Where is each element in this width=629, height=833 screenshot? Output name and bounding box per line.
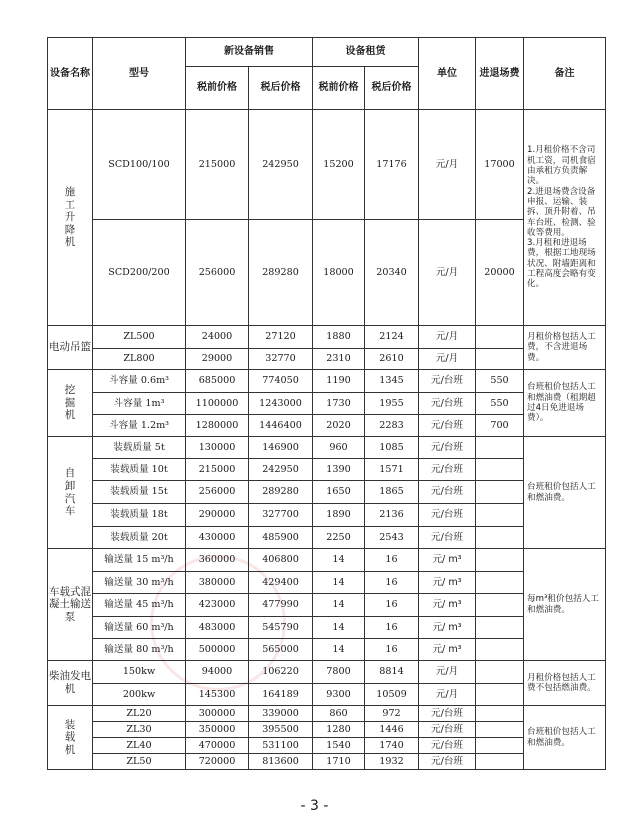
sale-post-tax-cell: 395500	[249, 722, 313, 738]
table-row	[48, 594, 606, 617]
sale-post-tax-cell: 565000	[249, 639, 313, 661]
model-cell: 输送量 60 m³/h	[93, 617, 186, 639]
table-body	[48, 110, 606, 770]
sale-post-tax-cell: 32770	[249, 349, 313, 370]
entry-fee-cell	[476, 504, 524, 527]
table-row	[48, 459, 606, 481]
sale-pre-tax-cell: 685000	[186, 370, 249, 393]
unit-cell: 元/台班	[419, 437, 476, 459]
model-cell: ZL40	[93, 738, 186, 754]
model-cell: SCD100/100	[93, 110, 186, 220]
sale-post-tax-cell: 339000	[249, 706, 313, 722]
rent-post-tax-cell: 1085	[365, 437, 419, 459]
model-cell: ZL30	[93, 722, 186, 738]
table-row	[48, 684, 606, 706]
sale-post-tax-cell: 1243000	[249, 393, 313, 415]
table-row	[48, 549, 606, 572]
entry-fee-cell	[476, 738, 524, 754]
remark-line: 每m³租价包括人工和燃油费。	[527, 594, 599, 615]
sale-post-tax-cell: 289280	[249, 220, 313, 326]
remark-line: 台班租价包括人工和燃油费。	[527, 482, 596, 503]
unit-cell: 元/月	[419, 110, 476, 220]
sale-post-tax-cell: 1446400	[249, 415, 313, 437]
sale-pre-tax-cell: 300000	[186, 706, 249, 722]
rent-pre-tax-cell: 7800	[313, 661, 365, 684]
category-cell: 自 卸 汽 车	[48, 437, 93, 549]
remark-cell	[524, 706, 606, 770]
rent-pre-tax-cell: 860	[313, 706, 365, 722]
header-sale-pre-tax: 税前价格	[186, 67, 249, 110]
unit-cell: 元/台班	[419, 504, 476, 527]
entry-fee-cell	[476, 617, 524, 639]
sale-pre-tax-cell: 720000	[186, 754, 249, 770]
unit-cell: 元/ m³	[419, 617, 476, 639]
remark-line: 3.月租和进退场费，根据工地现场状况、附墙距离和工程高度会略有变化。	[527, 238, 596, 290]
sale-post-tax-cell: 531100	[249, 738, 313, 754]
model-cell: ZL20	[93, 706, 186, 722]
category-cell: 电动吊篮	[48, 326, 93, 370]
entry-fee-cell	[476, 754, 524, 770]
entry-fee-cell: 700	[476, 415, 524, 437]
rent-pre-tax-cell: 1890	[313, 504, 365, 527]
rent-post-tax-cell: 10509	[365, 684, 419, 706]
rent-pre-tax-cell: 1710	[313, 754, 365, 770]
sale-pre-tax-cell: 256000	[186, 481, 249, 504]
unit-cell: 元/月	[419, 684, 476, 706]
sale-post-tax-cell: 164189	[249, 684, 313, 706]
model-cell: 输送量 80 m³/h	[93, 639, 186, 661]
sale-pre-tax-cell: 470000	[186, 738, 249, 754]
header-unit: 单位	[419, 38, 476, 110]
sale-pre-tax-cell: 500000	[186, 639, 249, 661]
rent-pre-tax-cell: 15200	[313, 110, 365, 220]
entry-fee-cell	[476, 661, 524, 684]
entry-fee-cell	[476, 437, 524, 459]
category-cell: 装 载 机	[48, 706, 93, 770]
rent-post-tax-cell: 8814	[365, 661, 419, 684]
table-row	[48, 415, 606, 437]
unit-cell: 元/台班	[419, 722, 476, 738]
category-cell: 挖 掘 机	[48, 370, 93, 437]
remark-cell	[524, 661, 606, 706]
sale-pre-tax-cell: 290000	[186, 504, 249, 527]
rent-post-tax-cell: 16	[365, 549, 419, 572]
page-number: - 3 -	[300, 798, 329, 814]
header-rent-pre-tax: 税前价格	[313, 67, 365, 110]
sale-post-tax-cell: 146900	[249, 437, 313, 459]
table-row	[48, 393, 606, 415]
rent-pre-tax-cell: 1190	[313, 370, 365, 393]
table-row	[48, 220, 606, 326]
entry-fee-cell	[476, 572, 524, 594]
header-rental-group: 设备租赁	[313, 38, 419, 67]
table-row	[48, 738, 606, 754]
sale-pre-tax-cell: 215000	[186, 110, 249, 220]
sale-post-tax-cell: 485900	[249, 527, 313, 549]
sale-pre-tax-cell: 29000	[186, 349, 249, 370]
sale-post-tax-cell: 813600	[249, 754, 313, 770]
table-row	[48, 481, 606, 504]
rent-post-tax-cell: 16	[365, 594, 419, 617]
rent-post-tax-cell: 2610	[365, 349, 419, 370]
sale-pre-tax-cell: 24000	[186, 326, 249, 349]
rent-pre-tax-cell: 1280	[313, 722, 365, 738]
rent-pre-tax-cell: 14	[313, 594, 365, 617]
sale-pre-tax-cell: 215000	[186, 459, 249, 481]
table-row	[48, 617, 606, 639]
remark-cell	[524, 437, 606, 549]
rent-post-tax-cell: 1865	[365, 481, 419, 504]
sale-pre-tax-cell: 430000	[186, 527, 249, 549]
table-row	[48, 706, 606, 722]
rent-pre-tax-cell: 9300	[313, 684, 365, 706]
sale-pre-tax-cell: 360000	[186, 549, 249, 572]
rent-post-tax-cell: 2543	[365, 527, 419, 549]
rent-post-tax-cell: 2283	[365, 415, 419, 437]
entry-fee-cell	[476, 594, 524, 617]
rent-pre-tax-cell: 14	[313, 639, 365, 661]
table-row	[48, 349, 606, 370]
sale-post-tax-cell: 242950	[249, 110, 313, 220]
remark-cell	[524, 370, 606, 437]
model-cell: 装载质量 15t	[93, 481, 186, 504]
unit-cell: 元/台班	[419, 415, 476, 437]
model-cell: 装载质量 18t	[93, 504, 186, 527]
entry-fee-cell	[476, 481, 524, 504]
table-row	[48, 639, 606, 661]
remark-line: 1.月租价格不含司机工资，司机食宿由承租方负责解决。	[527, 145, 596, 187]
unit-cell: 元/台班	[419, 706, 476, 722]
unit-cell: 元/月	[419, 661, 476, 684]
sale-pre-tax-cell: 256000	[186, 220, 249, 326]
entry-fee-cell	[476, 706, 524, 722]
table-row	[48, 504, 606, 527]
entry-fee-cell	[476, 326, 524, 349]
unit-cell: 元/台班	[419, 393, 476, 415]
model-cell: 装载质量 5t	[93, 437, 186, 459]
model-cell: ZL500	[93, 326, 186, 349]
unit-cell: 元/台班	[419, 754, 476, 770]
header-model: 型号	[93, 38, 186, 110]
model-cell: 150kw	[93, 661, 186, 684]
sale-post-tax-cell: 774050	[249, 370, 313, 393]
entry-fee-cell: 20000	[476, 220, 524, 326]
entry-fee-cell	[476, 459, 524, 481]
rent-pre-tax-cell: 14	[313, 617, 365, 639]
sale-post-tax-cell: 545790	[249, 617, 313, 639]
remark-cell	[524, 549, 606, 661]
rent-post-tax-cell: 16	[365, 572, 419, 594]
remark-line: 月租价格包括人工费不包括燃油费。	[527, 672, 596, 693]
entry-fee-cell	[476, 722, 524, 738]
rent-post-tax-cell: 972	[365, 706, 419, 722]
model-cell: SCD200/200	[93, 220, 186, 326]
header-sale-post-tax: 税后价格	[249, 67, 313, 110]
entry-fee-cell	[476, 639, 524, 661]
rent-post-tax-cell: 1345	[365, 370, 419, 393]
entry-fee-cell	[476, 549, 524, 572]
unit-cell: 元/台班	[419, 459, 476, 481]
remark-cell	[524, 110, 606, 326]
unit-cell: 元/ m³	[419, 639, 476, 661]
model-cell: 输送量 30 m³/h	[93, 572, 186, 594]
entry-fee-cell: 550	[476, 393, 524, 415]
rent-pre-tax-cell: 2310	[313, 349, 365, 370]
rent-pre-tax-cell: 1540	[313, 738, 365, 754]
category-cell: 柴油发电机	[48, 661, 93, 706]
unit-cell: 元/ m³	[419, 572, 476, 594]
table-row	[48, 722, 606, 738]
sale-pre-tax-cell: 423000	[186, 594, 249, 617]
category-cell: 车载式混凝土输送泵	[48, 549, 93, 661]
table-row	[48, 754, 606, 770]
rent-pre-tax-cell: 14	[313, 572, 365, 594]
header-category: 设备名称	[48, 38, 93, 110]
rent-post-tax-cell: 16	[365, 639, 419, 661]
rent-pre-tax-cell: 2250	[313, 527, 365, 549]
unit-cell: 元/台班	[419, 370, 476, 393]
rent-post-tax-cell: 2136	[365, 504, 419, 527]
rent-post-tax-cell: 1571	[365, 459, 419, 481]
unit-cell: 元/月	[419, 220, 476, 326]
rent-pre-tax-cell: 1730	[313, 393, 365, 415]
header-sales-group: 新设备销售	[186, 38, 313, 67]
rent-pre-tax-cell: 18000	[313, 220, 365, 326]
table-row	[48, 437, 606, 459]
unit-cell: 元/台班	[419, 738, 476, 754]
model-cell: 斗容量 1.2m³	[93, 415, 186, 437]
entry-fee-cell: 550	[476, 370, 524, 393]
model-cell: ZL50	[93, 754, 186, 770]
model-cell: 输送量 15 m³/h	[93, 549, 186, 572]
sale-post-tax-cell: 477990	[249, 594, 313, 617]
sale-pre-tax-cell: 130000	[186, 437, 249, 459]
rent-pre-tax-cell: 1650	[313, 481, 365, 504]
sale-post-tax-cell: 327700	[249, 504, 313, 527]
rent-post-tax-cell: 16	[365, 617, 419, 639]
rent-post-tax-cell: 17176	[365, 110, 419, 220]
sale-post-tax-cell: 429400	[249, 572, 313, 594]
remark-line: 台班租价包括人工和燃油费（租期超过4日免进退场费）。	[527, 382, 596, 424]
model-cell: 200kw	[93, 684, 186, 706]
remark-line: 台班租价包括人工和燃油费。	[527, 727, 596, 748]
remark-line: 月租价格包括人工费，不含进退场费。	[527, 332, 596, 363]
sale-post-tax-cell: 289280	[249, 481, 313, 504]
unit-cell: 元/台班	[419, 481, 476, 504]
sale-pre-tax-cell: 94000	[186, 661, 249, 684]
header-remark: 备注	[524, 38, 606, 110]
model-cell: 输送量 45 m³/h	[93, 594, 186, 617]
sale-post-tax-cell: 406800	[249, 549, 313, 572]
table-row	[48, 370, 606, 393]
unit-cell: 元/台班	[419, 527, 476, 549]
remark-line: 2.进退场费含设备申报、运输、装拆、顶升附着、吊车台班、检测、验收等费用。	[527, 186, 596, 238]
model-cell: 装载质量 20t	[93, 527, 186, 549]
sale-pre-tax-cell: 350000	[186, 722, 249, 738]
model-cell: 装载质量 10t	[93, 459, 186, 481]
sale-post-tax-cell: 242950	[249, 459, 313, 481]
unit-cell: 元/ m³	[419, 594, 476, 617]
sale-pre-tax-cell: 483000	[186, 617, 249, 639]
sale-pre-tax-cell: 380000	[186, 572, 249, 594]
entry-fee-cell	[476, 684, 524, 706]
rent-post-tax-cell: 2124	[365, 326, 419, 349]
model-cell: ZL800	[93, 349, 186, 370]
entry-fee-cell	[476, 349, 524, 370]
sale-post-tax-cell: 27120	[249, 326, 313, 349]
sale-pre-tax-cell: 145300	[186, 684, 249, 706]
header-entry-fee: 进退场费	[476, 38, 524, 110]
entry-fee-cell	[476, 527, 524, 549]
unit-cell: 元/ m³	[419, 549, 476, 572]
rent-post-tax-cell: 1955	[365, 393, 419, 415]
rent-post-tax-cell: 1740	[365, 738, 419, 754]
rent-pre-tax-cell: 2020	[313, 415, 365, 437]
rent-pre-tax-cell: 1880	[313, 326, 365, 349]
model-cell: 斗容量 1m³	[93, 393, 186, 415]
rent-pre-tax-cell: 14	[313, 549, 365, 572]
category-cell: 施 工 升 降 机	[48, 110, 93, 326]
sale-pre-tax-cell: 1280000	[186, 415, 249, 437]
rent-post-tax-cell: 1932	[365, 754, 419, 770]
rent-pre-tax-cell: 1390	[313, 459, 365, 481]
unit-cell: 元/月	[419, 349, 476, 370]
rent-pre-tax-cell: 960	[313, 437, 365, 459]
rent-post-tax-cell: 20340	[365, 220, 419, 326]
remark-cell	[524, 326, 606, 370]
header-rent-post-tax: 税后价格	[365, 67, 419, 110]
table-row	[48, 110, 606, 220]
table-row	[48, 527, 606, 549]
model-cell: 斗容量 0.6m³	[93, 370, 186, 393]
sale-pre-tax-cell: 1100000	[186, 393, 249, 415]
sale-post-tax-cell: 106220	[249, 661, 313, 684]
equipment-price-table	[47, 37, 606, 770]
table-row	[48, 326, 606, 349]
table-row	[48, 661, 606, 684]
rent-post-tax-cell: 1446	[365, 722, 419, 738]
entry-fee-cell: 17000	[476, 110, 524, 220]
table-row	[48, 572, 606, 594]
unit-cell: 元/月	[419, 326, 476, 349]
